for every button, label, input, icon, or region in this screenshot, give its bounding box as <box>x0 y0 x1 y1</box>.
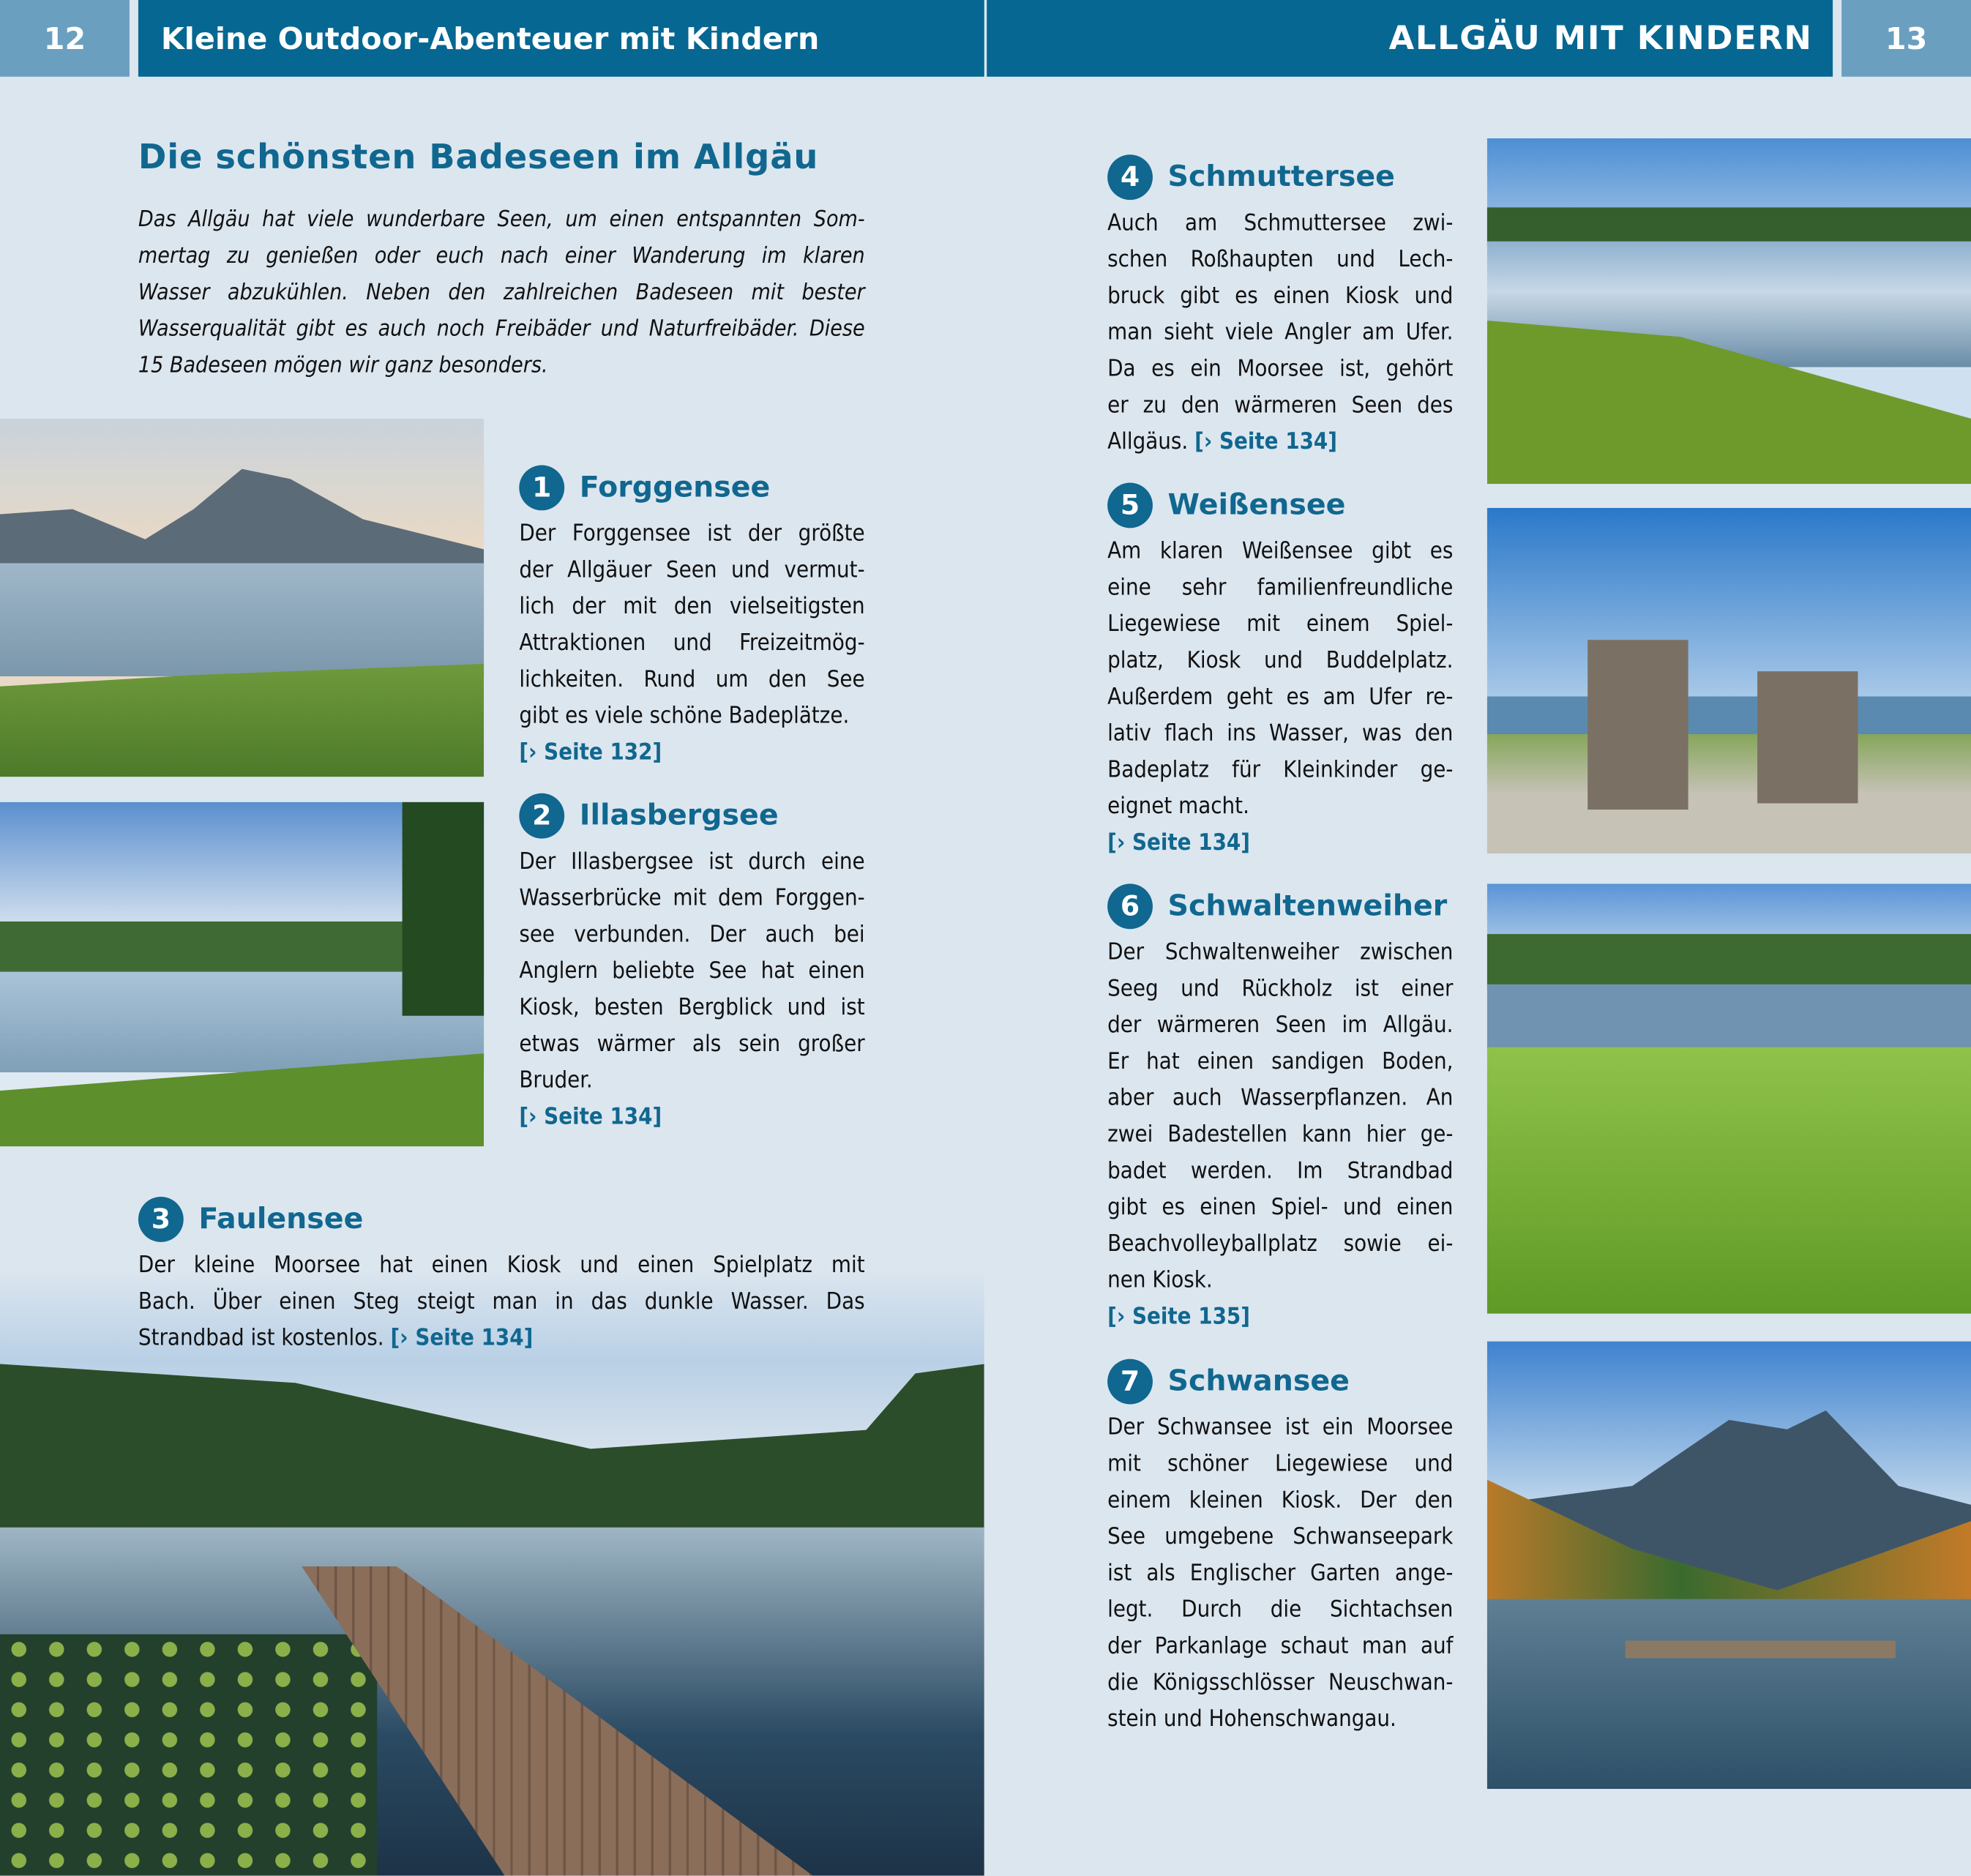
photo-schwaltenweiher <box>1487 883 1971 1313</box>
body-text: Der Schwaltenweiher zwischen <box>1107 938 1454 966</box>
right-running-title: ALLGÄU MIT KINDERN <box>987 0 1833 77</box>
body-text: einem kleinen Kiosk. Der den <box>1107 1487 1454 1514</box>
body-text: eine sehr familienfreundliche <box>1107 574 1454 601</box>
body-text: Der Illasbergsee ist durch eine <box>519 848 865 875</box>
body-text: lichkeiten. Rund um den See <box>519 666 865 693</box>
intro-line: Wasser abzukühlen. Neben den zahlreichen Badeseen mit bester <box>138 280 865 306</box>
body-line <box>1107 679 1453 715</box>
body-text: schen Roßhaupten und Lech- <box>1107 246 1454 273</box>
body-text: nen Kiosk. <box>1107 1267 1213 1294</box>
section-title: Illasbergsee <box>579 799 779 832</box>
body-line <box>519 661 864 698</box>
number-badge: 1 <box>519 465 564 510</box>
body-line <box>519 843 864 880</box>
body-line <box>519 552 864 588</box>
body-text: zwei Badestellen kann hier ge- <box>1107 1121 1454 1148</box>
section-heading <box>1107 154 1453 200</box>
body-text: etwas wärmer als sein großer <box>519 1031 865 1058</box>
body-text: Allgäus. <box>1107 428 1189 455</box>
photo-weissensee <box>1487 508 1971 853</box>
body-line <box>1107 1116 1453 1153</box>
body-text: Der Forggensee ist der größte <box>519 520 865 548</box>
lake-section-1 <box>519 465 864 770</box>
body-text: der Allgäuer Seen und vermut- <box>519 556 865 583</box>
body-line <box>1107 569 1453 606</box>
body-text: lativ flach ins Wasser, was den <box>1107 720 1454 747</box>
number-badge: 5 <box>1107 483 1153 528</box>
body-text: Am klaren Weißensee gibt es <box>1107 538 1454 565</box>
body-text: der Parkanlage schaut man auf <box>1107 1633 1454 1660</box>
photo-forggensee <box>0 419 484 777</box>
page-reference-link[interactable]: [› Seite 135] <box>1107 1304 1250 1331</box>
body-text: badet werden. Im Strandbad <box>1107 1157 1454 1184</box>
body-line <box>1107 1482 1453 1519</box>
section-title: Weißensee <box>1167 489 1346 522</box>
body-text: platz, Kiosk und Buddelplatz. <box>1107 647 1454 674</box>
body-text: Attraktionen und Freizeitmög- <box>519 629 865 657</box>
number-badge: 2 <box>519 793 564 839</box>
page-reference-link[interactable]: [› Seite 134] <box>1194 428 1337 455</box>
section-heading <box>1107 883 1453 929</box>
body-line <box>1107 1591 1453 1628</box>
lake-section-6 <box>1107 883 1453 1335</box>
body-line <box>1107 1409 1453 1446</box>
number-badge: 7 <box>1107 1359 1153 1405</box>
body-line <box>1107 1446 1453 1482</box>
body-line <box>1107 1262 1453 1298</box>
body-text: lich der mit den vielseitigsten <box>519 593 865 620</box>
section-heading <box>1107 483 1453 528</box>
body-line <box>1107 1080 1453 1116</box>
body-line <box>519 916 864 953</box>
body-text: Wasserbrücke mit dem Forggen- <box>519 885 865 912</box>
body-line <box>1107 1007 1453 1044</box>
body-line <box>1107 606 1453 643</box>
body-text: man sieht viele Angler am Ufer. <box>1107 319 1454 346</box>
body-line <box>138 1247 865 1284</box>
body-line <box>1107 205 1453 242</box>
body-line <box>519 880 864 916</box>
body-line <box>1107 278 1453 315</box>
body-text: der wärmeren Seen im Allgäu. <box>1107 1012 1454 1039</box>
section-heading <box>519 465 864 510</box>
photo-schmuttersee <box>1487 138 1971 484</box>
body-text: gibt es einen Spiel- und einen <box>1107 1194 1454 1221</box>
body-text: Liegewiese mit einem Spiel- <box>1107 610 1454 638</box>
body-line <box>1107 387 1453 424</box>
body-line <box>519 1062 864 1099</box>
body-text: Bruder. <box>519 1067 593 1094</box>
body-text: Er hat einen sandigen Boden, <box>1107 1048 1454 1075</box>
body-line <box>519 953 864 990</box>
body-line <box>1107 1519 1453 1555</box>
body-line <box>1107 424 1453 460</box>
left-page-number: 12 <box>0 0 130 77</box>
body-text: See umgebene Schwanseepark <box>1107 1523 1454 1550</box>
photo-schwansee <box>1487 1342 1971 1789</box>
body-line <box>1107 1664 1453 1701</box>
section-heading <box>519 793 864 839</box>
body-line <box>1107 934 1453 971</box>
body-text: eignet macht. <box>1107 793 1249 820</box>
body-text: Strandbad ist kostenlos. <box>138 1325 384 1352</box>
body-line <box>1107 643 1453 679</box>
body-line <box>1107 1628 1453 1664</box>
body-line <box>519 1025 864 1062</box>
body-text: mit schöner Liegewiese und <box>1107 1450 1454 1478</box>
body-text: die Königsschlösser Neuschwan- <box>1107 1669 1454 1696</box>
body-line <box>1107 971 1453 1007</box>
body-text: Bach. Über einen Steg steigt man in das dunkle Wasser. Das <box>138 1288 865 1315</box>
body-line <box>1107 351 1453 387</box>
section-title: Faulensee <box>198 1203 364 1236</box>
body-text: Der Schwansee ist ein Moorsee <box>1107 1414 1454 1441</box>
lake-section-4 <box>1107 154 1453 460</box>
body-text: Der kleine Moorsee hat einen Kiosk und einen Spielplatz mit <box>138 1252 865 1279</box>
page-title: Die schönsten Badeseen im Allgäu <box>138 138 819 178</box>
body-line <box>1107 314 1453 351</box>
intro-line: Das Allgäu hat viele wunderbare Seen, um einen entspannten Som- <box>138 207 865 233</box>
body-text: ist als Englischer Garten ange- <box>1107 1560 1454 1587</box>
number-badge: 4 <box>1107 154 1153 200</box>
photo-faulensee <box>0 1270 984 1876</box>
body-line <box>519 625 864 662</box>
number-badge: 3 <box>138 1197 184 1242</box>
body-text: Da es ein Moorsee ist, gehört <box>1107 356 1454 383</box>
intro-line: Wasserqualität gibt es auch noch Freibäder und Naturfreibäder. Diese <box>138 316 865 343</box>
body-line <box>1107 1701 1453 1738</box>
body-line <box>1107 1153 1453 1189</box>
body-line <box>138 1284 865 1320</box>
body-text: Beachvolleyballplatz sowie ei- <box>1107 1230 1454 1257</box>
section-title: Schwansee <box>1167 1365 1350 1398</box>
body-line <box>519 698 864 734</box>
page-reference-link[interactable]: [› Seite 134] <box>390 1325 534 1352</box>
intro-text <box>138 203 865 385</box>
body-text: Seeg und Rückholz ist einer <box>1107 975 1454 1002</box>
body-line <box>519 990 864 1026</box>
body-text: Anglern beliebte See hat einen <box>519 957 865 984</box>
body-line <box>1107 715 1453 752</box>
page-reference-link[interactable]: [› Seite 132] <box>519 739 662 766</box>
body-line <box>1107 1044 1453 1080</box>
body-line <box>138 1320 865 1356</box>
body-text: aber auch Wasserpflanzen. An <box>1107 1085 1454 1112</box>
page-reference-link[interactable]: [› Seite 134] <box>1107 829 1250 856</box>
body-text: Auch am Schmuttersee zwi- <box>1107 209 1454 236</box>
body-line <box>519 588 864 625</box>
section-heading <box>138 1197 865 1242</box>
body-line <box>1107 1555 1453 1592</box>
body-line <box>1107 788 1453 825</box>
body-text: Badeplatz für Kleinkinder ge- <box>1107 756 1454 784</box>
body-text: see verbunden. Der auch bei <box>519 921 865 948</box>
body-text: stein und Hohenschwangau. <box>1107 1705 1396 1733</box>
left-running-title: Kleine Outdoor-Abenteuer mit Kindern <box>138 0 984 77</box>
lake-section-5 <box>1107 483 1453 862</box>
lake-section-3 <box>138 1197 865 1356</box>
body-text: Außerdem geht es am Ufer re- <box>1107 684 1454 711</box>
intro-line: 15 Badeseen mögen wir ganz besonders. <box>138 353 548 378</box>
body-line <box>1107 1226 1453 1263</box>
photo-illasbergsee <box>0 802 484 1147</box>
intro-line: mertag zu genießen oder euch nach einer Wanderung im klaren <box>138 244 865 269</box>
body-text: legt. Durch die Sichtachsen <box>1107 1596 1454 1623</box>
lake-section-2 <box>519 793 864 1135</box>
body-text: Kiosk, besten Bergblick und ist <box>519 994 865 1021</box>
section-title: Forggensee <box>579 471 771 504</box>
section-title: Schwaltenweiher <box>1167 889 1448 923</box>
number-badge: 6 <box>1107 883 1153 929</box>
body-line <box>519 515 864 552</box>
body-text: bruck gibt es einen Kiosk und <box>1107 283 1454 310</box>
body-line <box>1107 533 1453 569</box>
body-text: er zu den wärmeren Seen des <box>1107 392 1454 419</box>
section-heading <box>1107 1359 1453 1405</box>
section-title: Schmuttersee <box>1167 160 1395 194</box>
right-page-number: 13 <box>1841 0 1971 77</box>
body-text: gibt es viele schöne Badeplätze. <box>519 703 850 730</box>
page-reference-link[interactable]: [› Seite 134] <box>519 1103 662 1131</box>
body-line <box>1107 242 1453 278</box>
body-line <box>1107 1189 1453 1226</box>
body-line <box>1107 752 1453 788</box>
lake-section-7 <box>1107 1359 1453 1738</box>
